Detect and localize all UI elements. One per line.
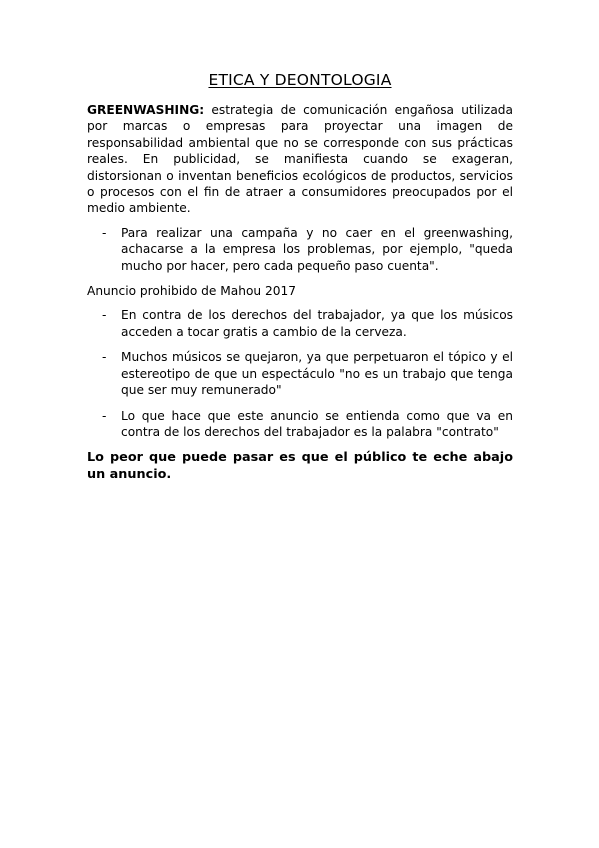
- dash-marker: -: [102, 308, 107, 323]
- greenwashing-definition: [87, 102, 513, 217]
- mahou-list: [87, 307, 513, 440]
- greenwashing-term: GREENWASHING:: [87, 103, 205, 117]
- list-item-text: Muchos músicos se quejaron, ya que perpetuaron el tópico y el estereotipo de que un espectáculo "no es un trabajo que tenga que ser muy remunerado": [121, 350, 513, 398]
- document-page: [87, 70, 513, 483]
- closing-statement: Lo peor que puede pasar es que el público te eche abajo un anuncio.: [87, 450, 513, 483]
- dash-marker: -: [102, 350, 107, 365]
- subheading: Anuncio prohibido de Mahou 2017: [87, 284, 297, 299]
- list-item: [87, 225, 513, 274]
- dash-marker: -: [102, 225, 107, 240]
- greenwashing-text: estrategia de comunicación engañosa utilizada por marcas o empresas para proyectar una imagen de responsabilidad ambiental que no se corresponde con sus prácticas reales. En publicidad, se manifiesta cuando se exageran, distorsionan o inventan beneficios ecológicos de productos, servicios o procesos con el fin de atraer a consumidores preocupados por el medio ambiente.: [87, 103, 513, 216]
- list-item-text: Para realizar una campaña y no caer en el greenwashing, achacarse a la empresa los problemas, por ejemplo, "queda mucho por hacer, pero cada pequeño paso cuenta".: [121, 225, 513, 273]
- recommendation-list: [87, 225, 513, 274]
- list-item: [87, 349, 513, 398]
- dash-marker: -: [102, 408, 107, 423]
- list-item-text: Lo que hace que este anuncio se entienda como que va en contra de los derechos del trabajador es la palabra "contrato": [121, 408, 513, 439]
- document-title: ETICA Y DEONTOLOGIA: [208, 71, 392, 89]
- list-item: [87, 408, 513, 441]
- list-item-text: En contra de los derechos del trabajador, ya que los músicos acceden a tocar gratis a cambio de la cerveza.: [121, 308, 513, 339]
- list-item: [87, 307, 513, 340]
